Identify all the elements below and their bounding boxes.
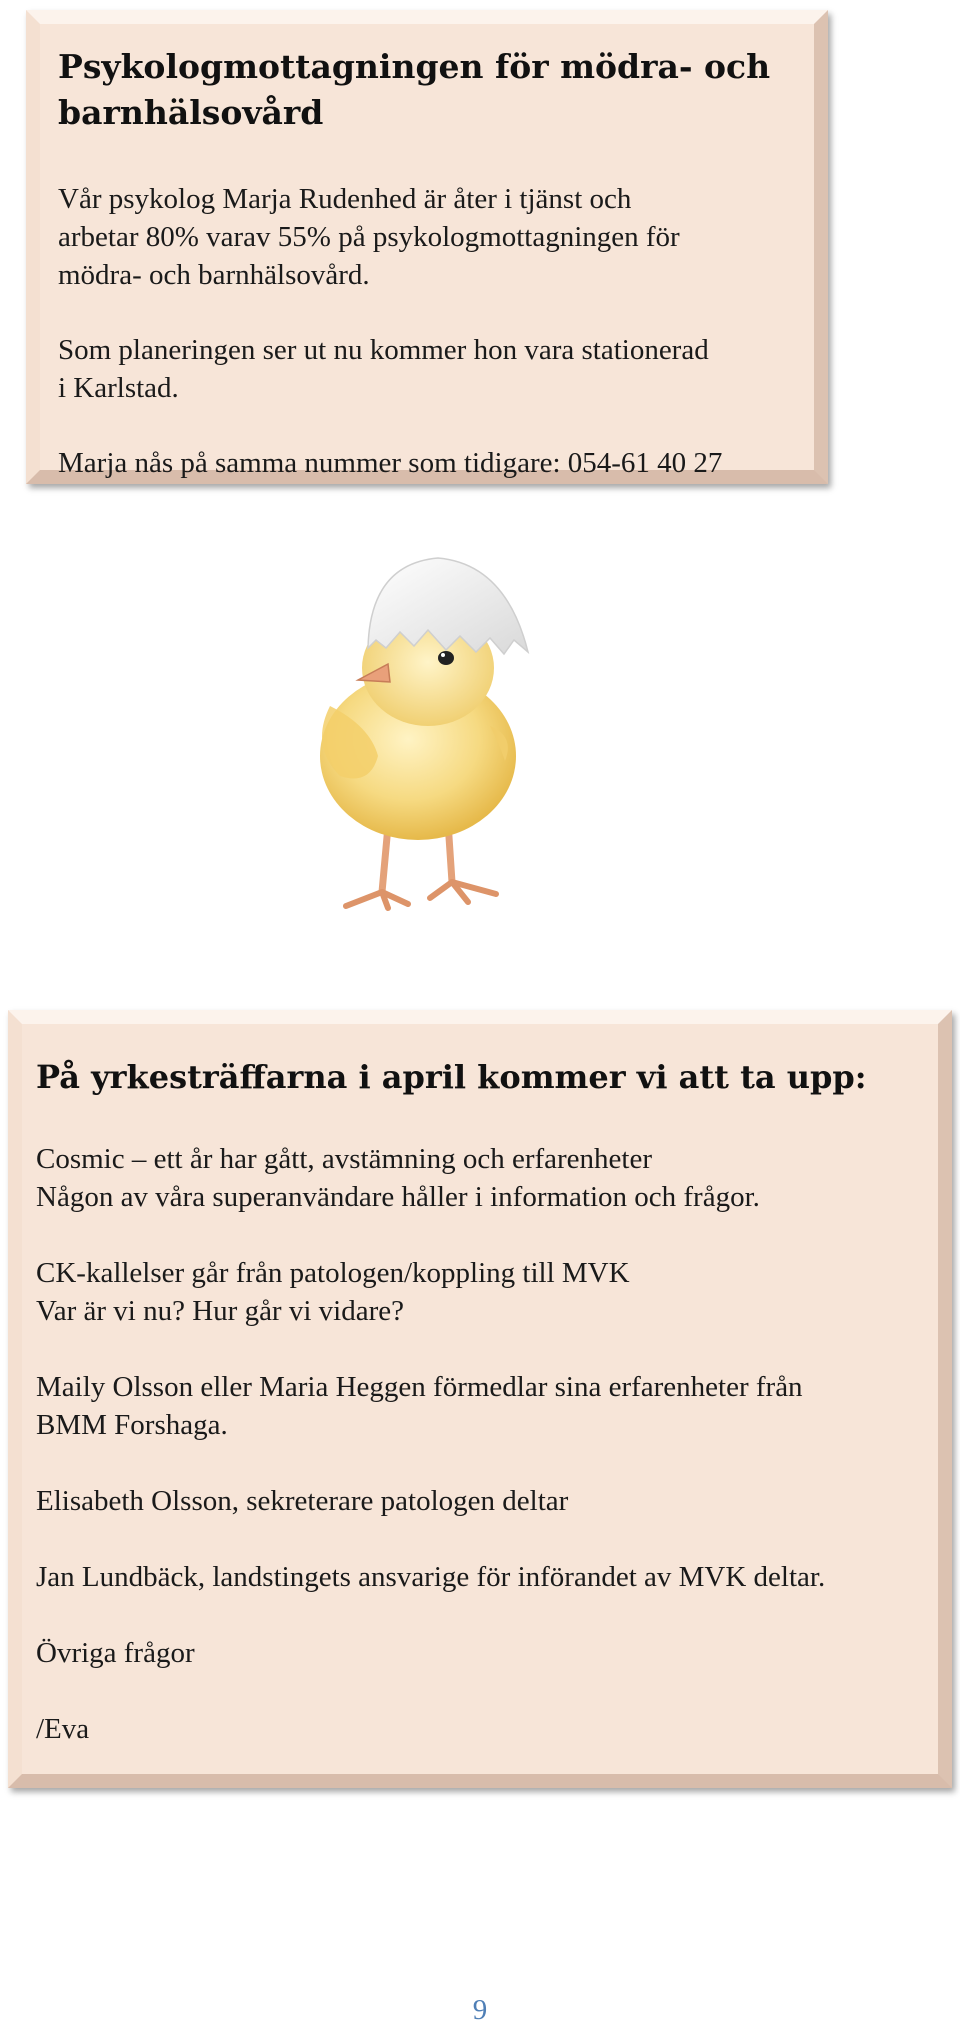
psychologist-paragraph-location (58, 331, 796, 407)
signature (36, 1710, 924, 1748)
psychologist-paragraph-phone (58, 444, 796, 482)
text-line: Cosmic – ett år har gått, avstämning och erfarenheter (36, 1143, 653, 1175)
agenda-box-title: På yrkesträffarna i april kommer vi att ta upp: (36, 1058, 867, 1096)
text-line: Elisabeth Olsson, sekreterare patologen deltar (36, 1485, 569, 1517)
text-line: Marja nås på samma nummer som tidigare: 054-61 40 27 (58, 447, 723, 479)
text-line: BMM Forshaga. (36, 1409, 228, 1441)
text-line: /Eva (36, 1713, 90, 1745)
agenda-item-cosmic (36, 1140, 924, 1216)
psychologist-box-title (58, 44, 796, 136)
psychologist-info-box (26, 10, 828, 484)
agenda-item-ck-kallelser (36, 1254, 924, 1330)
title-line: Psykologmottagningen för mödra- och (58, 47, 771, 86)
text-line: CK-kallelser går från patologen/koppling till MVK (36, 1257, 630, 1289)
text-line: Någon av våra superanvändare håller i information och frågor. (36, 1181, 760, 1213)
agenda-item-mvk (36, 1558, 924, 1596)
meeting-agenda-box (8, 1010, 952, 1788)
psychologist-paragraph-status (58, 180, 796, 294)
page-number: 9 (472, 1994, 488, 2026)
hatching-chick-icon (300, 556, 558, 918)
text-line: i Karlstad. (58, 372, 179, 404)
text-line: mödra- och barnhälsovård. (58, 259, 370, 291)
agenda-item-patologen (36, 1482, 924, 1520)
text-line: Jan Lundbäck, landstingets ansvarige för införandet av MVK deltar. (36, 1561, 826, 1593)
text-line: Maily Olsson eller Maria Heggen förmedlar sina erfarenheter från (36, 1371, 803, 1403)
text-line: Vår psykolog Marja Rudenhed är åter i tjänst och (58, 183, 632, 215)
title-line: barnhälsovård (58, 93, 324, 132)
text-line: Som planeringen ser ut nu kommer hon vara stationerad (58, 334, 709, 366)
agenda-item-ovriga-fragor (36, 1634, 924, 1672)
text-line: Övriga frågor (36, 1637, 195, 1669)
text-line: Var är vi nu? Hur går vi vidare? (36, 1295, 404, 1327)
text-line: arbetar 80% varav 55% på psykologmottagningen för (58, 221, 680, 253)
agenda-item-bmm-forshaga (36, 1368, 924, 1444)
